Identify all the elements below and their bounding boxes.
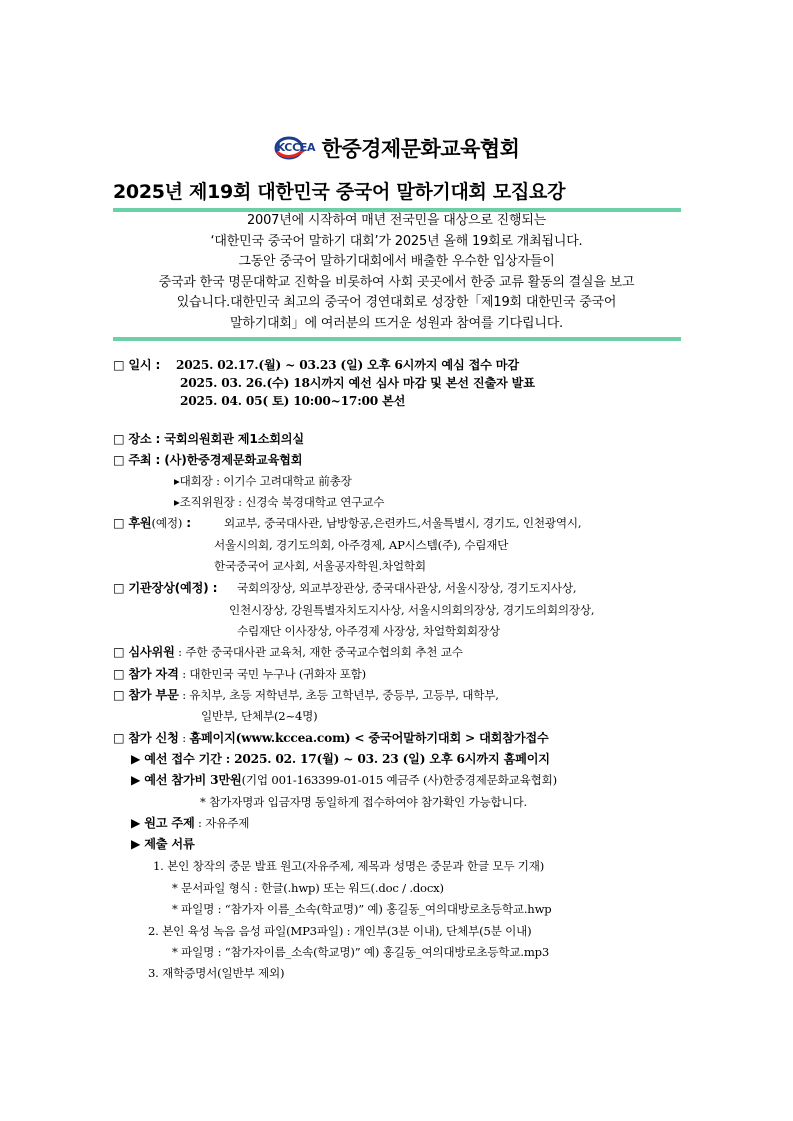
- divisions-label: □ 참가 부문: [113, 688, 179, 702]
- topic-row: [131, 814, 249, 832]
- judges-value: : 주한 중국대사관 교육처, 재한 중국교수협의회 추천 교수: [174, 645, 463, 659]
- intro-line: 그동안 중국어 말하기대회에서 배출한 우수한 입상자들이: [238, 254, 555, 269]
- venue-row: [113, 430, 304, 448]
- eligibility-value: : 대한민국 국민 누구나 (귀화자 포함): [178, 667, 366, 681]
- fee-label: ▶ 예선 참가비 3만원: [131, 773, 242, 787]
- awards-label: □ 기관장상(예정) :: [113, 581, 218, 595]
- intro-line: 중국과 한국 명문대학교 진학을 비롯하여 사회 곳곳에서 한중 교류 활동의 결실을 보고: [158, 274, 635, 290]
- doc-1-format: * 문서파일 형식 : 한글(.hwp) 또는 워드(.doc / .docx): [172, 881, 444, 895]
- fee-row: [131, 771, 557, 789]
- sponsor-label: □ 후원: [113, 516, 152, 530]
- eligibility-label: □ 참가 자격: [113, 667, 179, 681]
- host-chair: ▸대회장 : 이기수 고려대학교 前총장: [174, 474, 352, 488]
- sponsor-line-3: 한국중국어 교사회, 서울공자학원.차얼학회: [214, 559, 426, 573]
- application-colon: :: [178, 731, 190, 745]
- application-value: 홈페이지(www.kccea.com) < 중국어말하기대회 > 대회참가접수: [189, 731, 549, 745]
- sponsor-row: [113, 514, 191, 532]
- logo-text: KCCEA: [276, 141, 316, 154]
- doc-1: 1. 본인 창작의 중문 발표 원고(자유주제, 제목과 성명은 중문과 한글 모두 기재): [153, 859, 545, 873]
- judges-label: □ 심사위원: [113, 645, 175, 659]
- sponsor-line-1: 외교부, 중국대사관, 남방항공,은련카드,서울특별시, 경기도, 인천광역시,: [224, 516, 582, 530]
- intro-line: ‘대한민국 중국어 말하기 대회’가 2025년 올해 19회로 개최됩니다.: [210, 233, 583, 249]
- doc-2-filename: * 파일명 : “참가자이름_소속(학교명)” 예) 홍길동_여의대방로초등학교.mp3: [172, 945, 550, 959]
- venue-label: □ 장소 :: [113, 432, 161, 446]
- page-title: 2025년 제19회 대한민국 중국어 말하기대회 모집요강: [113, 181, 566, 203]
- awards-line-1: 국회의장상, 외교부장관상, 중국대사관상, 서울시장상, 경기도지사상,: [237, 581, 577, 595]
- schedule-line-1: 2025. 02.17.(월) ~ 03.23 (일) 오후 6시까지 예심 접수 마감: [176, 358, 519, 372]
- divisions-line-2: 일반부, 단체부(2~4명): [201, 709, 318, 723]
- application-period: ▶ 예선 접수 기간 : 2025. 02. 17(월) ~ 03. 23 (일) 오후 6시까지 홈페이지: [131, 752, 550, 766]
- awards-line-3: 수림재단 이사장상, 아주경제 사장상, 차얼학회회장상: [237, 624, 500, 638]
- doc-2: 2. 본인 육성 녹음 음성 파일(MP3파일) : 개인부(3분 이내), 단체부(5분 이내): [148, 924, 532, 938]
- topic-label: ▶ 원고 주제: [131, 816, 195, 830]
- kccea-logo: [274, 135, 320, 161]
- host-row: [113, 451, 302, 469]
- doc-1-filename: * 파일명 : “참가자 이름_소속(학교명)” 예) 홍길동_여의대방로초등학교.hwp: [172, 902, 552, 916]
- intro-paragraph: [100, 211, 693, 334]
- schedule-line-2: 2025. 03. 26.(수) 18시까지 예선 심사 마감 및 본선 진출자 발표: [180, 376, 535, 390]
- eligibility-row: [113, 665, 366, 683]
- org-name: 한중경제문화교육협회: [321, 137, 520, 161]
- divisions-line-1: : 유치부, 초등 저학년부, 초등 고학년부, 중등부, 고등부, 대학부,: [178, 688, 499, 702]
- intro-line: 있습니다.대한민국 최고의 중국어 경연대회로 성장한「제19회 대한민국 중국어: [176, 295, 617, 310]
- sponsor-colon: :: [182, 516, 191, 530]
- host-label: □ 주최 :: [113, 453, 161, 467]
- schedule-line-3: 2025. 04. 05( 토) 10:00~17:00 본선: [180, 394, 406, 408]
- host-committee: ▸조직위원장 : 신경숙 북경대학교 연구교수: [174, 495, 385, 509]
- topic-value: : 자유주제: [194, 816, 250, 830]
- divider-bottom: [113, 337, 681, 341]
- intro-line: 2007년에 시작하여 매년 전국민을 대상으로 진행되는: [246, 213, 547, 228]
- host-value: (사)한중경제문화교육협회: [164, 453, 303, 467]
- fee-note: * 참가자명과 입금자명 동일하게 접수하여야 참가확인 가능합니다.: [200, 795, 527, 809]
- application-label: □ 참가 신청: [113, 731, 179, 745]
- sponsor-label-note: (예정): [151, 516, 183, 530]
- fee-detail: (기업 001-163399-01-015 예금주 (사)한중경제문화교육협회): [241, 773, 557, 787]
- venue-value: 국회의원회관 제1소회의실: [164, 432, 304, 446]
- docs-label: ▶ 제출 서류: [131, 837, 195, 851]
- awards-line-2: 인천시장상, 강원특별자치도지사상, 서울시의회의장상, 경기도의회의장상,: [229, 603, 595, 617]
- org-header: [0, 133, 793, 163]
- doc-3: 3. 재학증명서(일반부 제외): [148, 966, 285, 980]
- application-row: [113, 729, 549, 747]
- intro-line: 말하기대회」에 여러분의 뜨거운 성원과 참여를 기다립니다.: [230, 315, 563, 331]
- divisions-row: [113, 686, 499, 704]
- schedule-label: □ 일시 :: [113, 358, 161, 372]
- judges-row: [113, 643, 463, 661]
- sponsor-line-2: 서울시의회, 경기도의회, 아주경제, AP시스템(주), 수림재단: [214, 538, 509, 552]
